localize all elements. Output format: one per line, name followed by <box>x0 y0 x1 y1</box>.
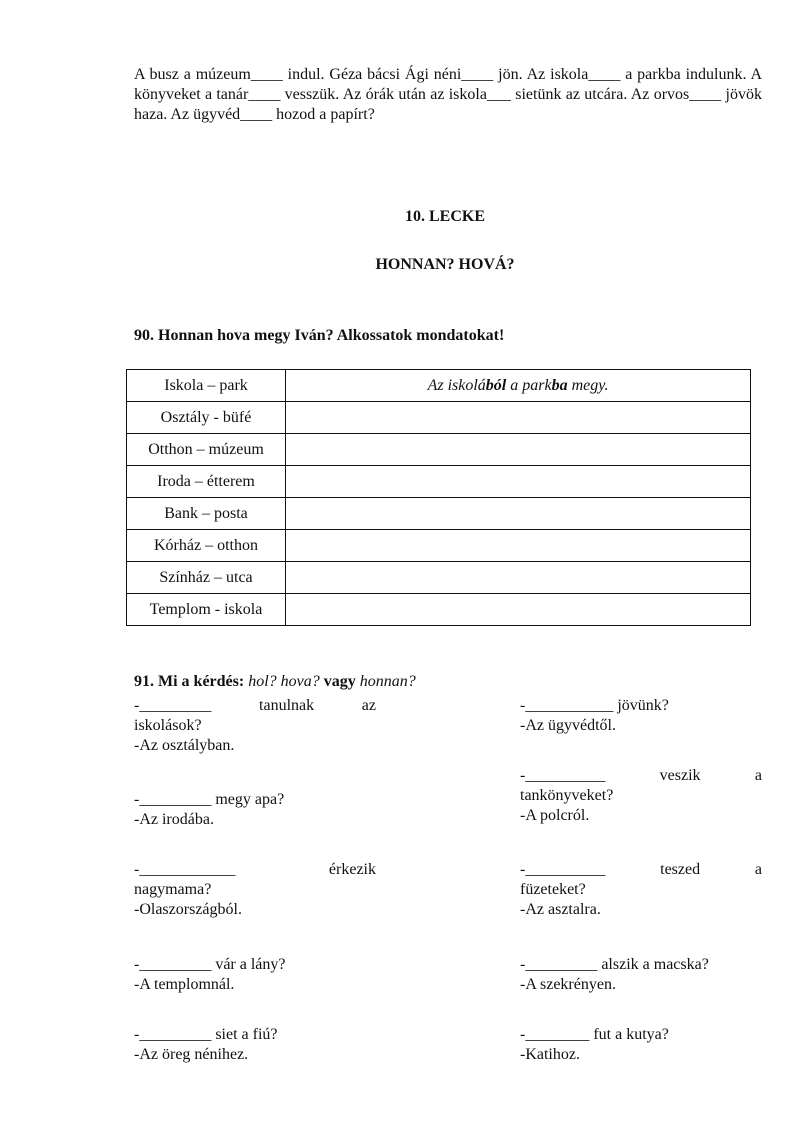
table-row <box>127 402 751 434</box>
answer-cell[interactable] <box>286 530 751 562</box>
pair-cell: Iroda – étterem <box>127 466 286 498</box>
exercise-90-table <box>126 369 751 626</box>
answer-cell[interactable] <box>286 594 751 626</box>
question-item: -_________ tanulnak az iskolások? -Az osztályban. <box>134 697 376 754</box>
pair-cell: Iskola – park <box>127 370 286 402</box>
pair-cell: Otthon – múzeum <box>127 434 286 466</box>
lesson-subtitle: HONNAN? HOVÁ? <box>375 256 515 273</box>
table-row <box>127 594 751 626</box>
question-item: -_________ alszik a macska? -A szekrényen. <box>520 956 709 993</box>
question-item: -___________ jövünk? -Az ügyvédtől. <box>520 697 669 734</box>
answer-cell[interactable] <box>286 466 751 498</box>
exercise-91-title: 91. Mi a kérdés: hol? hova? vagy honnan? <box>134 673 416 690</box>
question-item: -_________ megy apa? -Az irodába. <box>134 791 285 828</box>
answer-cell[interactable] <box>286 402 751 434</box>
pair-cell: Kórház – otthon <box>127 530 286 562</box>
answer-cell[interactable] <box>286 498 751 530</box>
intro-paragraph: A busz a múzeum____ indul. Géza bácsi Ági néni____ jön. Az iskola____ a parkba indulunk. A könyveket a tanár____ vesszük. Az órák után az iskola___ sietünk az utcára. Az orvos____ jövök haza. Az ügyvéd____ hozod a papírt? <box>134 66 762 123</box>
exercise-90-title: 90. Honnan hova megy Iván? Alkossatok mondatokat! <box>134 327 505 344</box>
question-item: -_________ siet a fiú? -Az öreg nénihez. <box>134 1026 278 1063</box>
lesson-title: 10. LECKE <box>404 208 485 225</box>
table-row <box>127 498 751 530</box>
pair-cell: Színház – utca <box>127 562 286 594</box>
pair-cell: Templom - iskola <box>127 594 286 626</box>
question-item: -__________ teszed a füzeteket? -Az asztalra. <box>520 861 762 918</box>
question-item: -_________ vár a lány? -A templomnál. <box>134 956 286 993</box>
question-item: -____________ érkezik nagymama? -Olaszországból. <box>134 861 376 918</box>
example-sentence: Az iskolából a parkba megy. <box>286 370 751 402</box>
table-row <box>127 562 751 594</box>
question-item: -__________ veszik a tankönyveket? -A polcról. <box>520 767 762 824</box>
table-row <box>127 466 751 498</box>
table-row <box>127 530 751 562</box>
table-row <box>127 370 751 402</box>
pair-cell: Osztály - büfé <box>127 402 286 434</box>
table-row <box>127 434 751 466</box>
pair-cell: Bank – posta <box>127 498 286 530</box>
question-item: -________ fut a kutya? -Katihoz. <box>520 1026 669 1063</box>
answer-cell[interactable] <box>286 562 751 594</box>
answer-cell[interactable] <box>286 434 751 466</box>
